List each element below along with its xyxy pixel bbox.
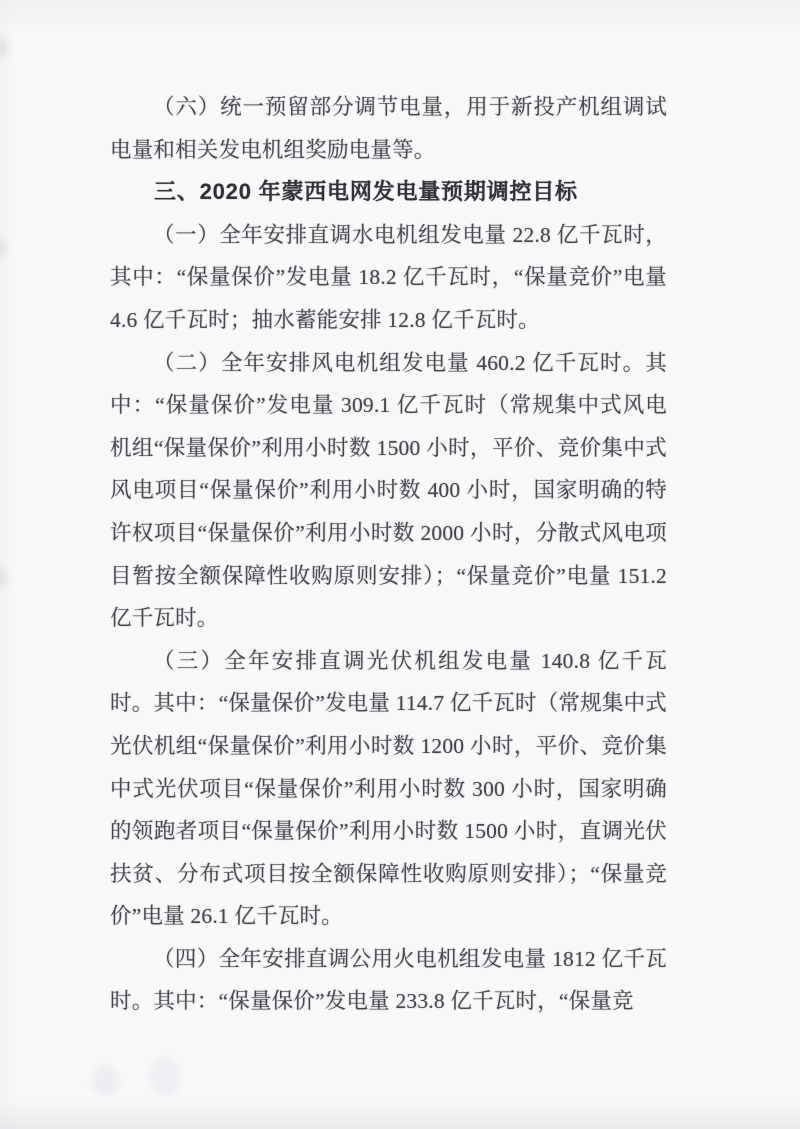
scan-smudge — [0, 238, 5, 258]
scan-smudge — [0, 566, 5, 590]
section-heading-3: 三、2020 年蒙西电网发电量预期调控目标 — [154, 179, 578, 205]
scan-smudge — [92, 1066, 118, 1096]
para-clause-1-hydro: （一）全年安排直调水电机组发电量 22.8 亿千瓦时，其中：“保量保价”发电量 18.2 亿千瓦时，“保量竞价”电量 4.6 亿千瓦时；抽水蓄能安排 12.8 亿千瓦时。 — [110, 222, 667, 332]
para-clause-4-thermal: （四）全年安排直调公用火电机组发电量 1812 亿千瓦时。其中：“保量保价”发电量 233.8 亿千瓦时，“保量竞 — [110, 946, 667, 1014]
para-clause-3-solar: （三）全年安排直调光伏机组发电量 140.8 亿千瓦时。其中：“保量保价”发电量 114.7 亿千瓦时（常规集中式光伏机组“保量保价”利用小时数 1200 小时，平价、竞价集中式光伏项目“保量保价”利用小时数 300 小时，国家明确的领跑者项目“保量保价”利用小时数 1500 小时，直调光伏扶贫、分布式项目按全额保障性收购原则安排）；“保量竞价”电量 26.1 亿千瓦时。 — [110, 648, 667, 929]
para-clause-6: （六）统一预留部分调节电量，用于新投产机组调试电量和相关发电机组奖励电量等。 — [110, 95, 667, 162]
para-clause-2-wind: （二）全年安排风电机组发电量 460.2 亿千瓦时。其中：“保量保价”发电量 309.1 亿千瓦时（常规集中式风电机组“保量保价”利用小时数 1500 小时，平价、竞价集中式风电项目“保量保价”利用小时数 400 小时，国家明确的特许权项目“保量保价”利用小时数 2000 小时，分散式风电项目暂按全额保障性收购原则安排）；“保量竞价”电量 151.2 亿千瓦时。 — [110, 350, 667, 631]
document-body — [110, 86, 667, 1023]
scan-smudge — [150, 1058, 180, 1096]
scan-smudge — [0, 36, 7, 58]
